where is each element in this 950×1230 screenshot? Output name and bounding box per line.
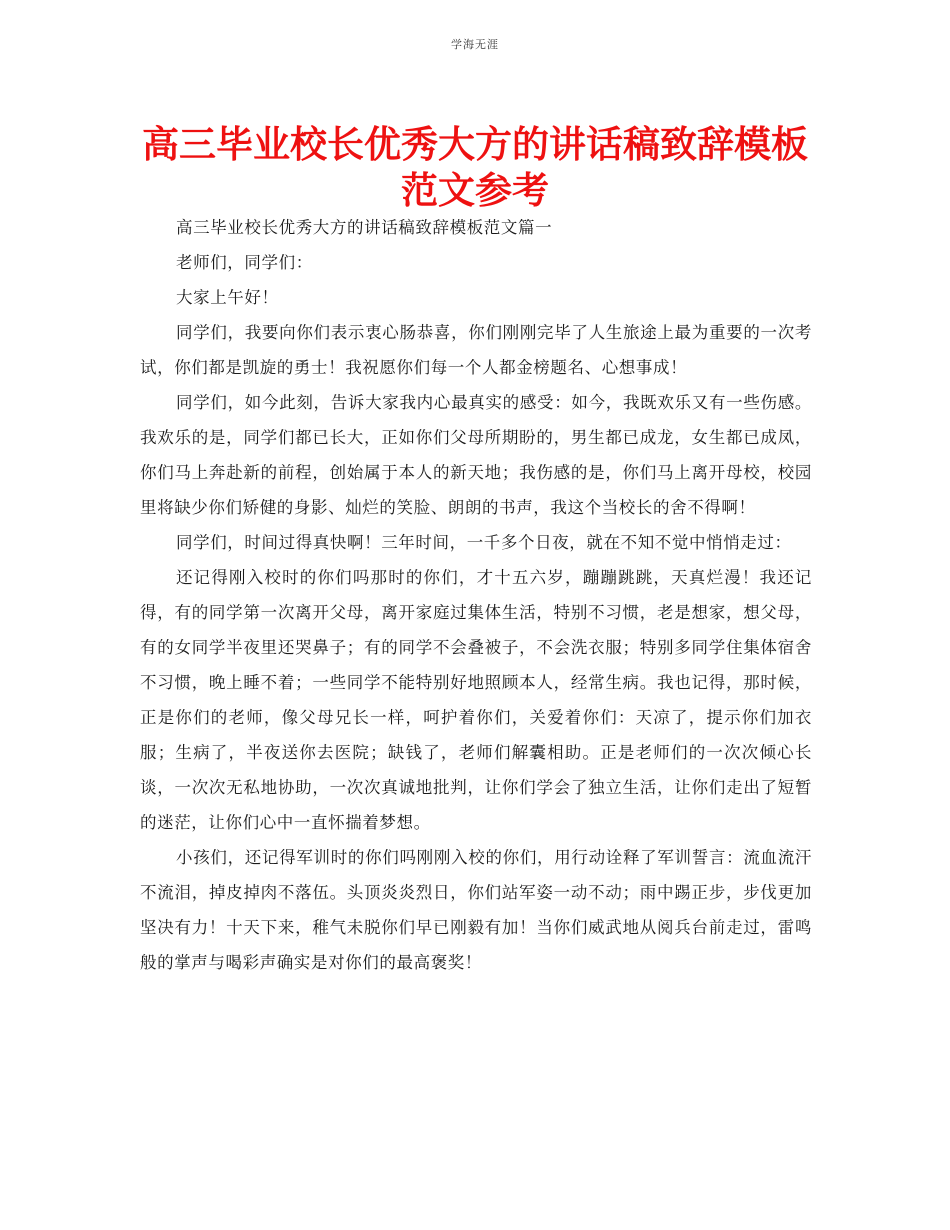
document-body	[140, 210, 812, 980]
paragraph-subtitle: 高三毕业校长优秀大方的讲话稿致辞模板范文篇一	[176, 218, 553, 237]
paragraph-greeting: 大家上午好！	[176, 288, 279, 307]
paragraph: 同学们，如今此刻，告诉大家我内心最真实的感受：如今，我既欢乐又有一些伤感。我欢乐的是，同学们都已长大，正如你们父母所期盼的，男生都已成龙，女生都已成凤，你们马上奔赴新的前程，创始属于本人的新天地；我伤感的是，你们马上离开母校，校园里将缺少你们矫健的身影、灿烂的笑脸、朗朗的书声，我这个当校长的舍不得啊！	[140, 393, 812, 517]
paragraph: 同学们，我要向你们表示衷心肠恭喜，你们刚刚完毕了人生旅途上最为重要的一次考试，你们都是凯旋的勇士！我祝愿你们每一个人都金榜题名、心想事成！	[140, 323, 812, 377]
page-header: 学海无涯	[451, 38, 499, 51]
document-title: 高三毕业校长优秀大方的讲话稿致辞模板范文参考	[142, 123, 808, 212]
paragraph-salutation: 老师们，同学们：	[176, 253, 313, 272]
paragraph: 还记得刚入校时的你们吗那时的你们，才十五六岁，蹦蹦跳跳，天真烂漫！我还记得，有的同学第一次离开父母，离开家庭过集体生活，特别不习惯，老是想家，想父母，有的女同学半夜里还哭鼻子；有的同学不会叠被子，不会洗衣服；特别多同学住集体宿舍不习惯，晚上睡不着；一些同学不能特别好地照顾本人，经常生病。我也记得，那时候，正是你们的老师，像父母兄长一样，呵护着你们，关爱着你们：天凉了，提示你们加衣服；生病了，半夜送你去医院；缺钱了，老师们解囊相助。正是老师们的一次次倾心长谈，一次次无私地协助，一次次真诚地批判，让你们学会了独立生活，让你们走出了短暂的迷茫，让你们心中一直怀揣着梦想。	[140, 568, 812, 832]
paragraph: 同学们，时间过得真快啊！三年时间，一千多个日夜，就在不知不觉中悄悄走过：	[176, 533, 792, 552]
paragraph: 小孩们，还记得军训时的你们吗刚刚入校的你们，用行动诠释了军训誓言：流血流汗不流泪，掉皮掉肉不落伍。头顶炎炎烈日，你们站军姿一动不动；雨中踢正步，步伐更加坚决有力！十天下来，稚气未脱你们早已刚毅有加！当你们威武地从阅兵台前走过，雷鸣般的掌声与喝彩声确实是对你们的最高褒奖！	[140, 848, 812, 972]
